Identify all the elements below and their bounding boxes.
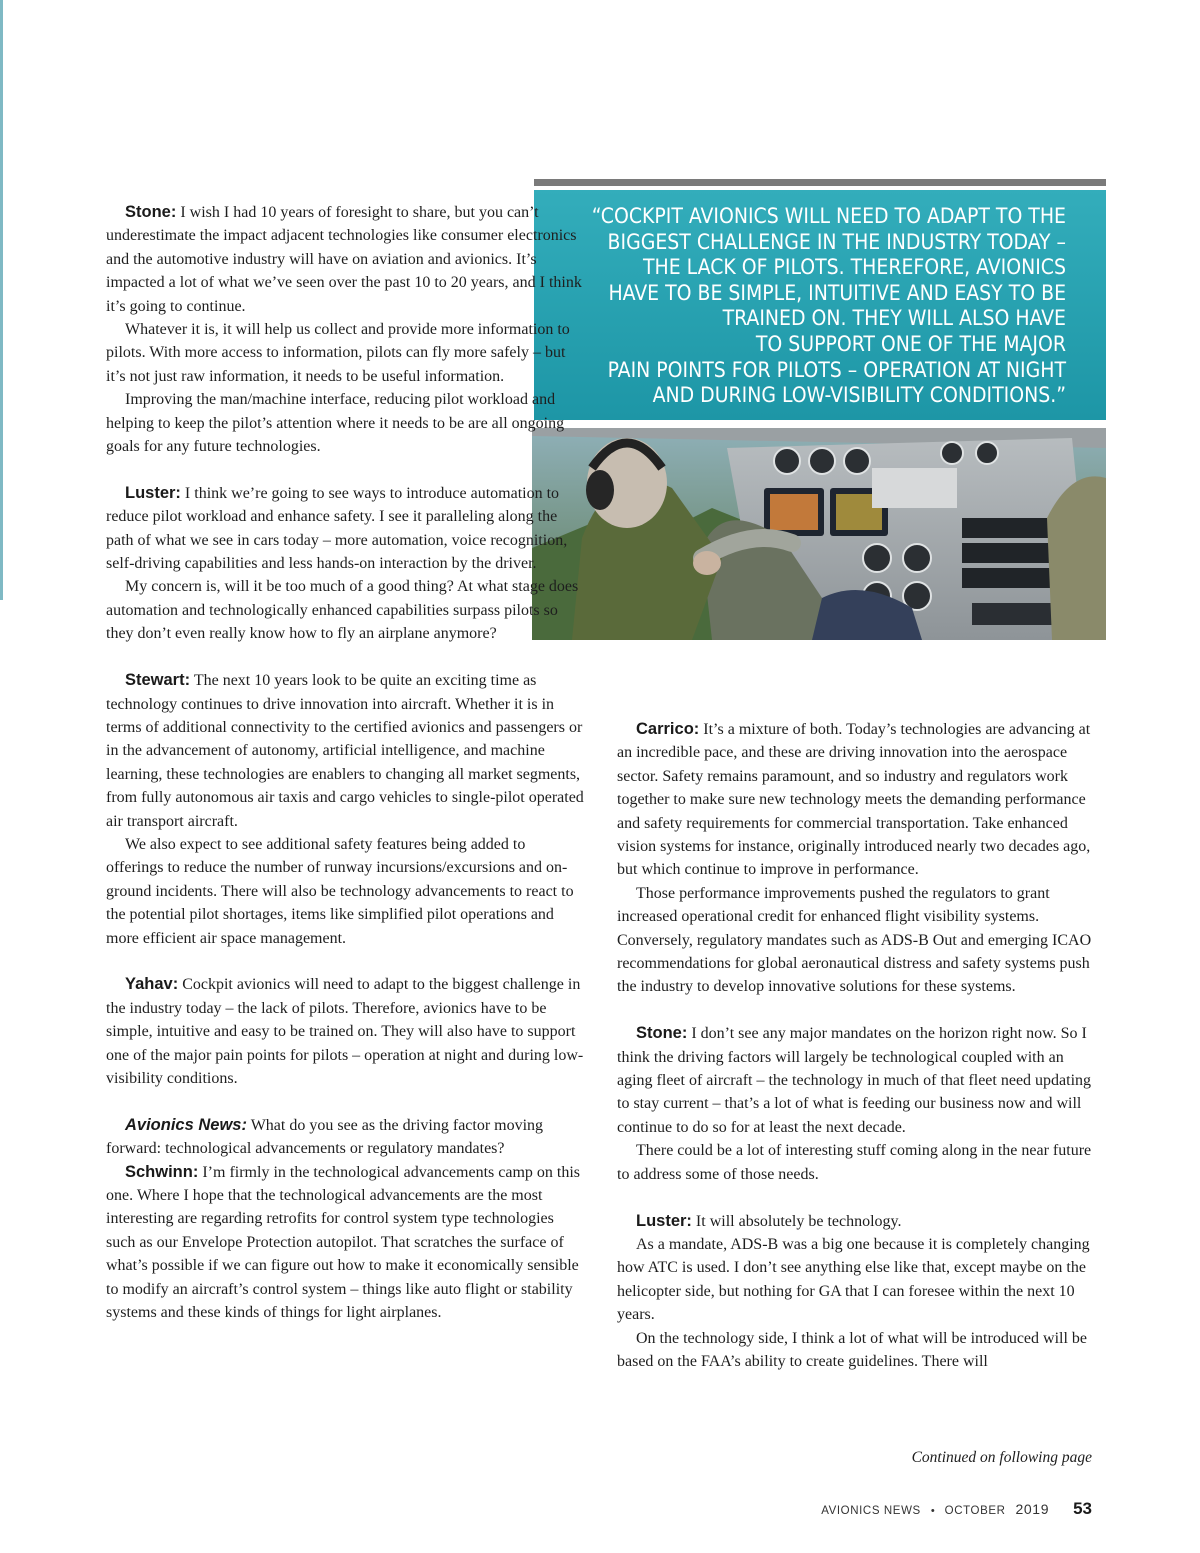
- paragraph-text: Those performance improvements pushed the regulators to grant increased operational credit for enhanced flight visibility systems. Conversely, regulatory mandates such as ADS-B Out and emerging ICAO recommendations for global aeronautical distress and safety systems push the industry to develop innovative solutions for these systems.: [617, 884, 1092, 996]
- pull-quote-line: AND DURING LOW-VISIBILITY CONDITIONS.”: [652, 383, 1066, 408]
- pull-quote-line: “COCKPIT AVIONICS WILL NEED TO ADAPT TO THE: [591, 204, 1066, 228]
- paragraph-text: What do you see as the driving factor moving forward: technological advancements or regulatory mandates?: [106, 1116, 544, 1158]
- continued-note: Continued on following page: [911, 1449, 1092, 1466]
- speaker-name: Stone:: [125, 203, 177, 221]
- pull-quote-line: HAVE TO BE SIMPLE, INTUITIVE AND EASY TO BE: [608, 280, 1066, 305]
- pull-quote-top-rule: [534, 179, 1106, 186]
- body-paragraph: [617, 1210, 1095, 1233]
- paragraph-text: I wish I had 10 years of foresight to share, but you can’t underestimate the impact adjacent technologies like consumer electronics and the automotive industry will have on aviation and avionics. It’s impacted a lot of what we’ve seen over the past 10 to 20 years, and I think it’s going to continue.: [106, 204, 582, 315]
- pull-quote-line: PAIN POINTS FOR PILOTS – OPERATION AT NIGHT: [607, 357, 1066, 382]
- body-paragraph: [106, 1114, 584, 1161]
- speaker-name: Luster:: [636, 1211, 692, 1230]
- speaker-name: Stewart:: [125, 671, 191, 690]
- cockpit-photo: [532, 428, 1106, 640]
- speaker-name: Schwinn:: [125, 1162, 199, 1181]
- body-paragraph: [106, 833, 584, 950]
- body-paragraph: [617, 1327, 1095, 1374]
- page-footer: [821, 1499, 1092, 1519]
- paragraph-text: Cockpit avionics will need to adapt to the biggest challenge in the industry today – the lack of pilots. Therefore, avionics have to be simple, intuitive and easy to be trained on. They will also have to support one of the major pain points for pilots – operation at night and during low-visibility conditions.: [106, 976, 584, 1087]
- body-paragraph: [106, 973, 584, 1090]
- body-paragraph: [106, 1161, 584, 1325]
- speaker-name: Carrico:: [636, 720, 700, 738]
- pull-quote-line: BIGGEST CHALLENGE IN THE INDUSTRY TODAY –: [607, 229, 1066, 254]
- right-text-column: [617, 718, 1095, 1373]
- speaker-name: Luster:: [125, 483, 181, 502]
- body-paragraph: [617, 882, 1095, 999]
- body-paragraph: [106, 388, 584, 458]
- footer-separator: •: [930, 1505, 935, 1517]
- body-paragraph: [106, 482, 584, 576]
- body-paragraph: [617, 1233, 1095, 1327]
- paragraph-text: We also expect to see additional safety features being added to offerings to reduce the number of runway incursions/excursions and on-ground incidents. There will also be technology advancements to react to the potential pilot shortages, items like simplified pilot operations and more efficient air space management.: [106, 835, 574, 947]
- paragraph-text: Whatever it is, it will help us collect and provide more information to pilots. With more access to information, pilots can fly more safely – but it’s not just raw information, it needs to be useful information.: [106, 321, 570, 385]
- paragraph-text: My concern is, will it be too much of a good thing? At what stage does automation and technologically enhanced capabilities surpass pilots so they don’t even really know how to fly an airplane anymore?: [106, 578, 579, 643]
- speaker-name: Yahav:: [125, 975, 179, 994]
- paragraph-text: On the technology side, I think a lot of what will be introduced will be based on the FAA’s ability to create guidelines. There will: [617, 1329, 1088, 1370]
- paragraph-text: I think we’re going to see ways to introduce automation to reduce pilot workload and enhance safety. I see it paralleling along the path of what we see in cars today – more automation, voice recognition, self-driving capabilities and less hands-on interaction by the driver.: [106, 484, 568, 573]
- footer-month: OCTOBER: [944, 1505, 1006, 1517]
- body-paragraph: [617, 1139, 1095, 1186]
- paragraph-text: As a mandate, ADS-B was a big one because it is completely changing how ATC is used. I don’t see anything else like that, except maybe on the helicopter side, but nothing for GA that I can foresee within the next 10 years.: [617, 1235, 1090, 1324]
- speaker-name: Avionics News:: [125, 1115, 247, 1134]
- body-paragraph: [617, 1022, 1095, 1139]
- pull-quote-line: TRAINED ON. THEY WILL ALSO HAVE: [722, 306, 1066, 331]
- paragraph-text: I’m firmly in the technological advancements camp on this one. Where I hope that the technological advancements are the most interesting are regarding retrofits for control system type technologies such as our Envelope Protection autopilot. That scratches the surface of what’s possible if we can figure out how to make it economically sensible to modify an aircraft’s control system – things like auto flight or stability systems and these kinds of things for light airplanes.: [106, 1163, 581, 1322]
- paragraph-text: I don’t see any major mandates on the horizon right now. So I think the driving factors will largely be technological coupled with an aging fleet of aircraft – the technology in much of that fleet need updating to stay current – that’s a lot of what is feeding our business now and will continue to do so for at least the next decade.: [617, 1025, 1092, 1136]
- body-paragraph: [106, 575, 584, 645]
- pull-quote-line: TO SUPPORT ONE OF THE MAJOR: [755, 331, 1066, 356]
- left-edge-rule: [0, 0, 3, 600]
- pull-quote-box: [534, 190, 1106, 420]
- paragraph-text: The next 10 years look to be quite an exciting time as technology continues to drive innovation into aircraft. Whether it is in terms of additional connectivity to the certified avionics and passengers or in the advancement of autonomy, artificial intelligence, and machine learning, these technologies are enablers to changing all market segments, from fully autonomous air taxis and cargo vehicles to single-pilot operated air transport aircraft.: [106, 672, 584, 830]
- speaker-name: Stone:: [636, 1024, 688, 1043]
- body-paragraph: [106, 201, 584, 318]
- body-paragraph: [106, 318, 584, 388]
- left-text-column: [106, 201, 584, 1324]
- footer-publication: AVIONICS NEWS: [821, 1505, 921, 1517]
- paragraph-text: Improving the man/machine interface, reducing pilot workload and helping to keep the pilot’s attention where it needs to be are all ongoing goals for any future technologies.: [106, 391, 565, 456]
- cockpit-photo-icon: [532, 428, 1106, 640]
- paragraph-text: There could be a lot of interesting stuff coming along in the near future to address some of those needs.: [617, 1142, 1092, 1183]
- body-paragraph: [106, 669, 584, 833]
- paragraph-text: It will absolutely be technology.: [695, 1212, 902, 1230]
- page-number: 53: [1073, 1499, 1092, 1518]
- footer-year: 2019: [1015, 1501, 1050, 1517]
- pull-quote-text: [546, 204, 1066, 409]
- body-paragraph: [617, 718, 1095, 882]
- paragraph-text: It’s a mixture of both. Today’s technologies are advancing at an incredible pace, and these are driving innovation into the aerospace sector. Safety remains paramount, and so industry and regulators work together to make sure new technology meets the demanding performance and safety requirements for commercial transportation. Take enhanced vision systems for instance, originally introduced nearly two decades ago, but which continue to improve in performance.: [617, 721, 1091, 879]
- pull-quote-line: THE LACK OF PILOTS. THEREFORE, AVIONICS: [642, 255, 1066, 280]
